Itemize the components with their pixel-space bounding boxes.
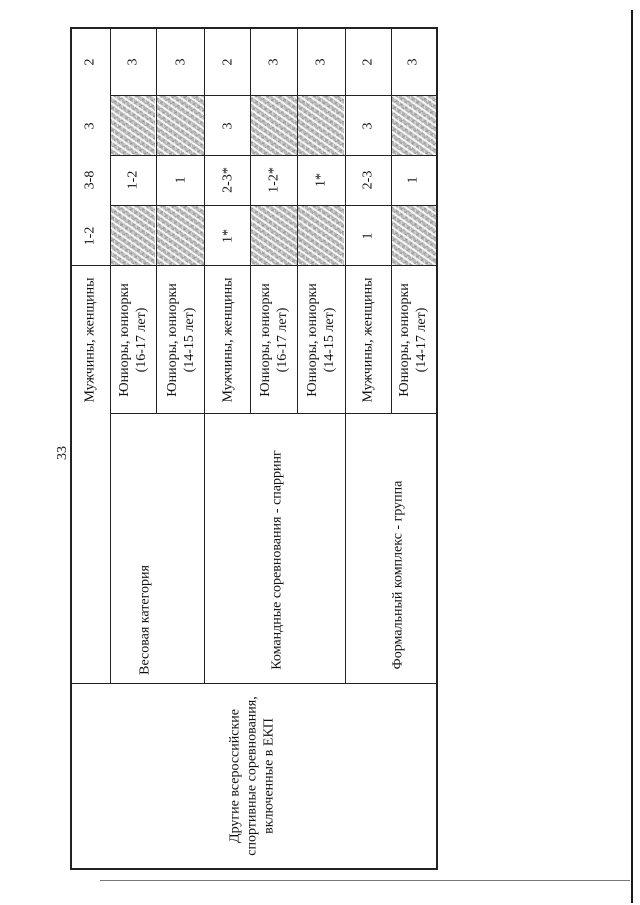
discipline-label: Командные соревнования - спарринг [269,450,285,670]
table-cell: 1-2 [125,170,141,190]
group-label: Юниоры, юниорки (16-17 лет) [117,283,149,397]
shaded-cell [110,205,155,265]
shaded-cell [392,205,436,265]
table-border [70,868,438,870]
group-label: Юниоры, юниорки (14-15 лет) [165,283,197,397]
table-line [70,683,438,684]
table-cell: 3 [313,58,329,66]
table-line [110,155,436,156]
page-number: 33 [55,446,70,460]
table-cell: 3 [173,58,189,66]
shaded-cell [298,95,344,155]
shaded-cell [156,205,204,265]
table-cell: 3-8 [82,170,98,190]
table-cell: 1 [173,176,189,184]
table-line [70,265,438,266]
table-border [70,27,72,870]
table-cell: 3 [360,122,376,130]
discipline-label: Формальный комплекс - группа [390,480,406,670]
shaded-cell [110,95,155,155]
table-border [70,27,438,29]
table-cell: 2 [360,58,376,66]
discipline-label: Весовая категория [137,565,153,675]
group-label: Юниоры, юниорки (14-15 лет) [305,283,337,397]
table-line [250,29,251,414]
table-cell: 2 [82,58,98,66]
table-cell: 3 [82,122,98,130]
page-frame-bottom [100,880,630,881]
group-label: Юниоры, юниорки (16-17 лет) [258,283,290,397]
shaded-cell [251,205,298,265]
table-line [345,29,346,683]
shaded-cell [392,95,436,155]
section-label: Другие всероссийские спортивные соревнования, включенные в ЕКП [227,696,277,856]
table-cell: 3 [266,58,282,66]
table-cell: 2 [220,58,236,66]
table-cell: 1-2 [82,226,98,246]
table-line [110,29,111,683]
table-line [204,29,205,683]
table-line [391,29,392,414]
group-label: Мужчины, женщины [360,277,376,403]
table-line [110,95,436,96]
group-label: Мужчины, женщины [220,277,236,403]
table-cell: 1 [360,232,376,240]
table-cell: 1* [313,173,329,187]
shaded-cell [298,205,344,265]
table-line [297,29,298,414]
table-cell: 1-2* [266,167,282,193]
table-border [436,27,438,870]
table-line [156,29,157,414]
page-frame-right [631,10,633,903]
table-cell: 3 [125,58,141,66]
table-cell: 1* [220,229,236,243]
table-cell: 3 [405,58,421,66]
table-line [110,413,436,414]
table-cell: 2-3* [220,167,236,193]
table-cell: 2-3 [360,170,376,190]
table-line [110,205,436,206]
group-label: Юниоры, юниорки (14-17 лет) [397,283,429,397]
shaded-cell [156,95,204,155]
shaded-cell [251,95,298,155]
group-label: Мужчины, женщины [82,277,98,403]
table-cell: 3 [220,122,236,130]
table-cell: 1 [405,176,421,184]
